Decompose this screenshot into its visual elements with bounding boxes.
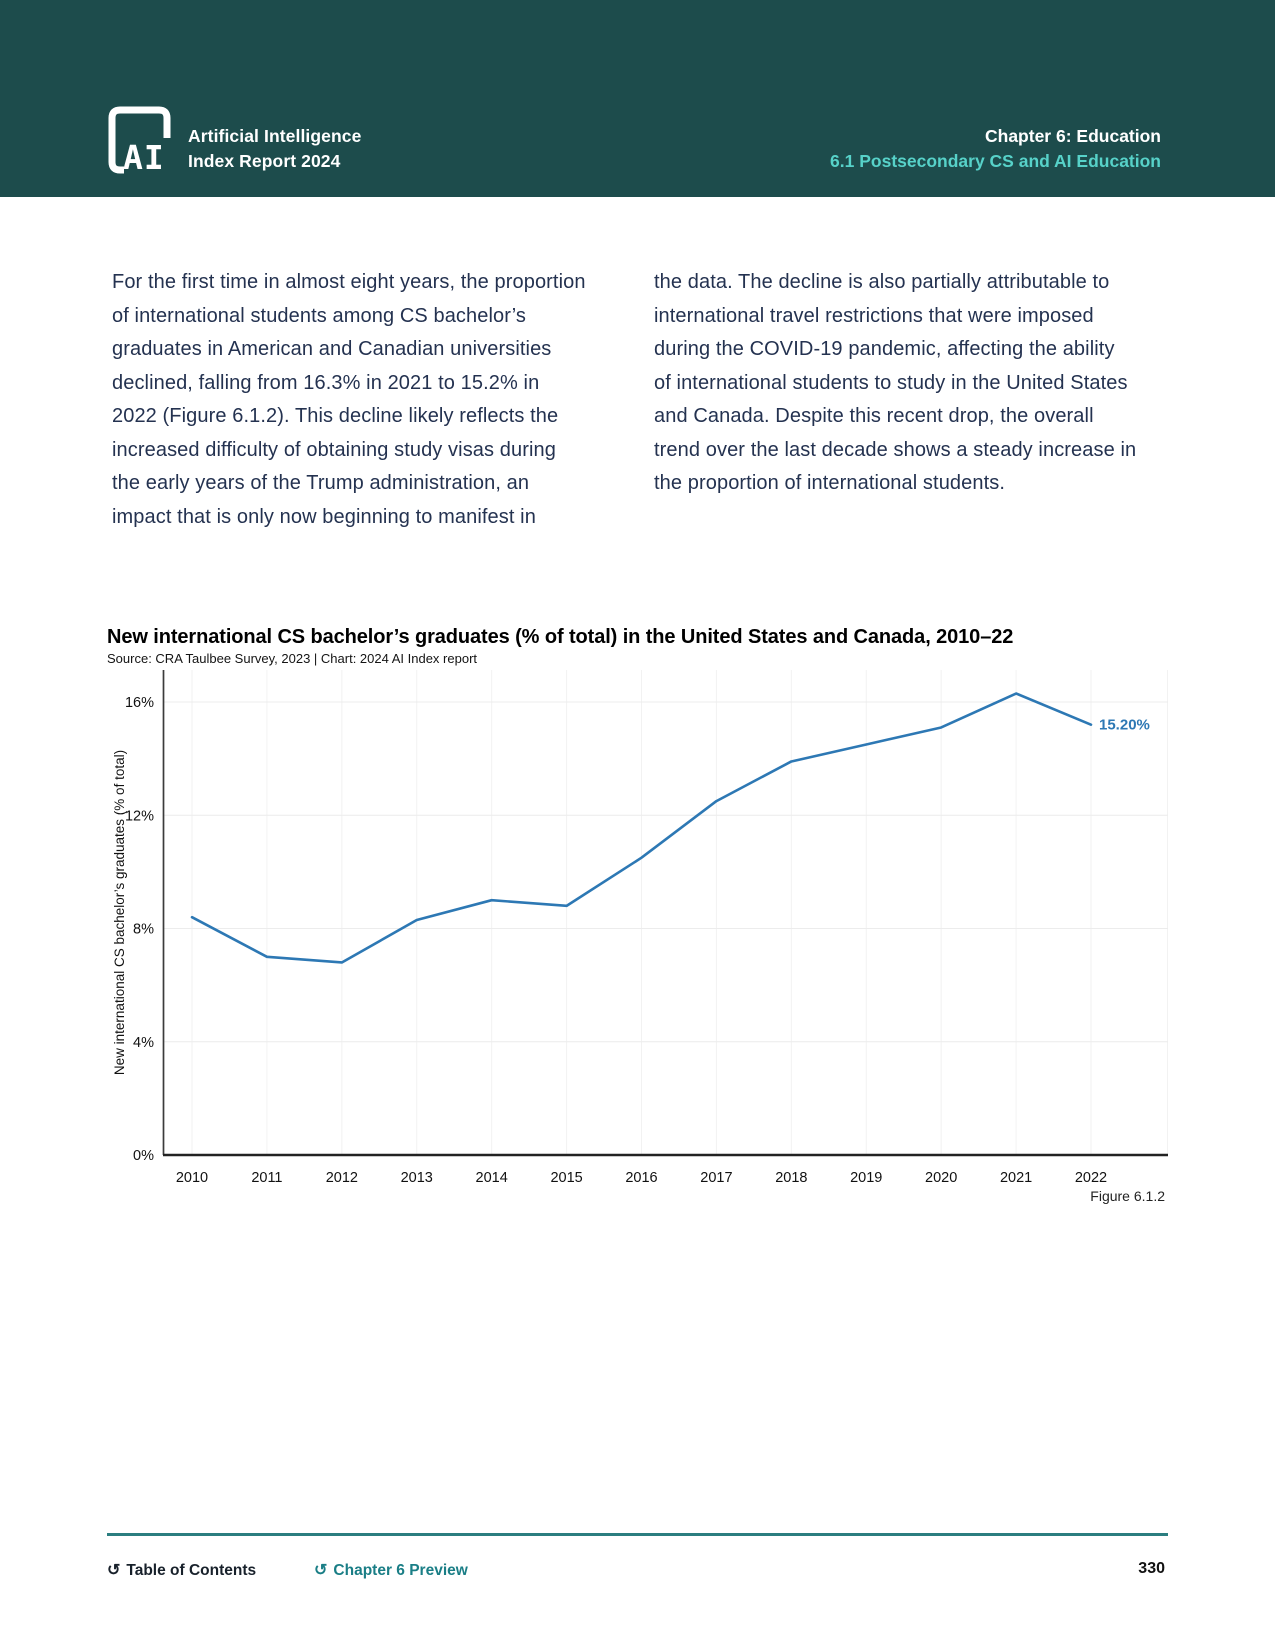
x-tick-label: 2013 [400,1170,433,1186]
back-arrow-icon: ↺ [107,1562,121,1579]
text-line: of international students among CS bachelor’s [112,304,527,327]
chart-title: New international CS bachelor’s graduates (% of total) in the United States and Canada, 2010–22 [107,626,1014,648]
text-line: trend over the last decade shows a steady increase in [654,438,1137,461]
body-left-column [112,266,624,534]
value-annotation: 15.20% [1099,716,1150,734]
line-chart [104,655,1168,1200]
header-chapter-block [830,124,1161,174]
y-tick-label: 4% [133,1034,154,1051]
text-line: the data. The decline is also partially attributable to [654,271,1110,293]
x-tick-label: 2020 [925,1170,958,1186]
text-line: graduates in American and Canadian universities [112,338,552,360]
brand-line2: Index Report 2024 [188,151,341,171]
x-tick-label: 2021 [999,1170,1033,1186]
body-right-column [654,266,1166,501]
chart-source: Source: CRA Taulbee Survey, 2023 | Chart: 2024 AI Index report [107,651,478,666]
text-line: declined, falling from 16.3% in 2021 to 15.2% in [112,371,540,394]
table-of-contents-label: Table of Contents [126,1562,257,1579]
text-line: of international students to study in the United States [654,371,1128,394]
back-arrow-icon: ↺ [314,1562,328,1579]
y-tick-label: 0% [133,1148,154,1164]
x-tick-label: 2012 [325,1170,358,1186]
section-label: 6.1 Postsecondary CS and AI Education [830,151,1161,171]
brand-title [188,124,361,174]
text-line: during the COVID-19 pandemic, affecting the ability [654,338,1115,360]
figure-label: Figure 6.1.2 [1090,1188,1165,1204]
x-tick-label: 2017 [700,1170,733,1186]
logo-ai-text: AI [123,138,165,176]
ai-index-logo [106,104,172,176]
x-tick-label: 2010 [175,1170,209,1186]
x-tick-label: 2014 [475,1170,508,1186]
y-tick-label: 16% [124,695,154,711]
chapter-label: Chapter 6: Education [985,126,1161,146]
x-tick-label: 2011 [251,1170,283,1186]
x-tick-label: 2015 [550,1170,583,1186]
chapter-preview-link[interactable] [314,1560,468,1580]
chapter-preview-label: Chapter 6 Preview [333,1562,468,1579]
page-header [0,0,1275,197]
x-tick-label: 2018 [775,1170,808,1186]
text-line: the proportion of international students. [654,472,1005,494]
text-line: international travel restrictions that were imposed [654,304,1094,327]
brand-line1: Artificial Intelligence [188,126,362,146]
text-line: the early years of the Trump administration, an [112,472,530,494]
y-tick-label: 8% [133,921,154,938]
footer-divider [107,1533,1168,1536]
x-tick-label: 2019 [850,1170,883,1186]
text-line: and Canada. Despite this recent drop, the overall [654,405,1094,427]
x-tick-label: 2022 [1074,1170,1108,1186]
y-axis-title: New international CS bachelor’s graduates (% of total) [112,749,127,1076]
page-number: 330 [1138,1560,1165,1577]
y-tick-label: 12% [124,808,154,825]
text-line: increased difficulty of obtaining study visas during [112,438,556,461]
x-tick-label: 2016 [625,1170,658,1186]
text-line: impact that is only now beginning to manifest in [112,505,536,528]
text-line: 2022 (Figure 6.1.2). This decline likely reflects the [112,405,559,427]
table-of-contents-link[interactable] [107,1560,256,1580]
text-line: For the first time in almost eight years, the proportion [112,271,586,293]
